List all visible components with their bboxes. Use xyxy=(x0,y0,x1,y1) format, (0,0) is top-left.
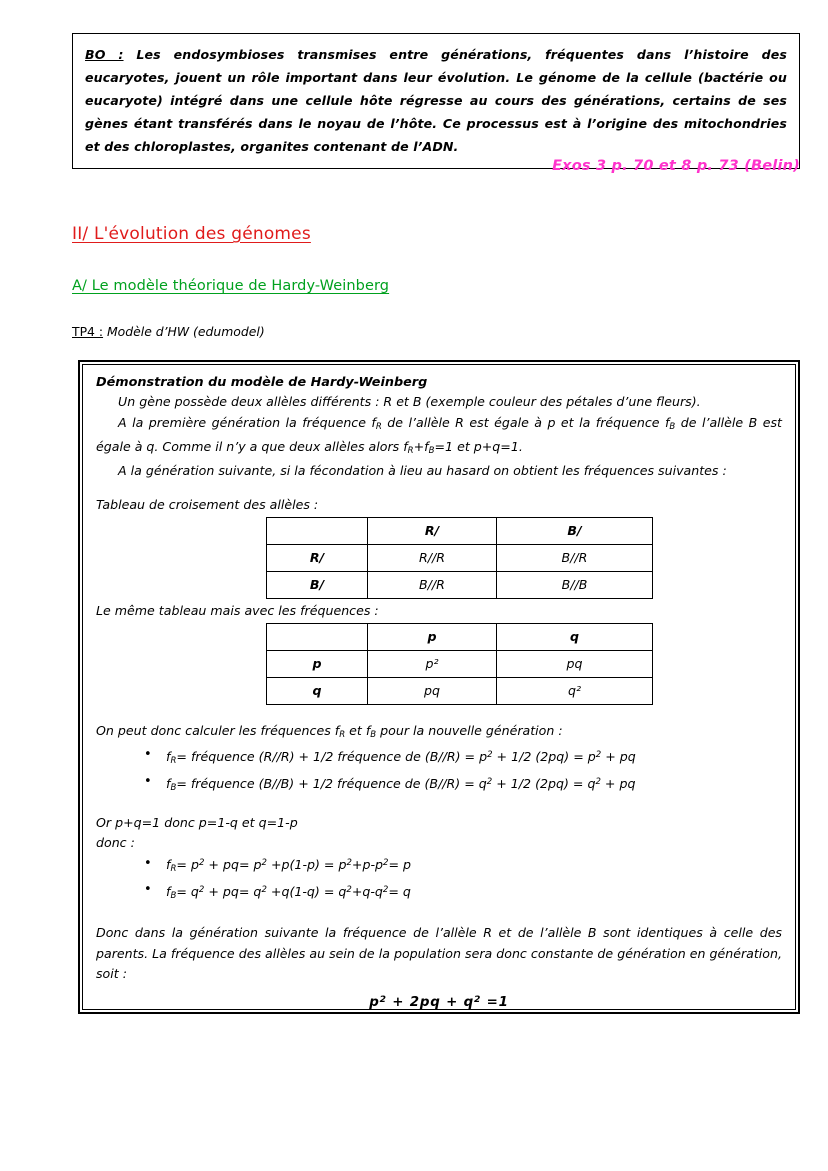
p2-subscript-r: R xyxy=(375,421,382,432)
p2-part-d: +f xyxy=(413,438,429,454)
table2-row-header-1: q xyxy=(267,677,368,704)
formula-superscript: 2 xyxy=(486,776,493,787)
exercises-note: Exos 3 p. 70 et 8 p. 73 (Belin) xyxy=(552,158,800,174)
table2-col-header-0: p xyxy=(368,623,497,650)
table2-col-header-1: q xyxy=(497,623,653,650)
p2-part-b: de l’allèle R est égale à p et la fréquence f xyxy=(381,414,670,430)
formula-superscript: 2 xyxy=(346,858,352,869)
table-row xyxy=(267,571,653,598)
tp-text: Modèle d’HW (edumodel) xyxy=(103,324,265,339)
or-line: Or p+q=1 donc p=1-q et q=1-p xyxy=(96,814,298,830)
donc-line: donc : xyxy=(96,835,135,851)
bullet-d0-text: $f_R= p^2 + pq= p^2 +p(1-p) = p^2+p-p^2= p$ xyxy=(166,857,412,875)
tp-reference xyxy=(72,324,265,339)
final-formula xyxy=(96,995,782,1010)
formula-end: =1 xyxy=(481,994,509,1010)
table2-corner-cell xyxy=(267,623,368,650)
freq-intro-sub-r: R xyxy=(339,729,346,740)
bo-label: BO : xyxy=(85,47,124,62)
freq-intro-b: et f xyxy=(345,722,371,738)
formula-superscript: 2 xyxy=(198,858,205,869)
formula-superscript: 2 xyxy=(382,885,389,896)
spacer-3 xyxy=(96,799,782,813)
table-row xyxy=(267,623,653,650)
formula-superscript: 2 xyxy=(383,858,389,869)
subsection-title: A/ Le modèle théorique de Hardy-Weinberg xyxy=(72,278,390,294)
p2-part-c: de l’allèle B est égale à q. Comme il n’y a que deux allèles alors f xyxy=(96,414,782,454)
table1-cell-0-1: B//R xyxy=(497,544,653,571)
table2-row-header-0: p xyxy=(267,650,368,677)
spacer-2 xyxy=(96,705,782,721)
p2-subscript-b2: B xyxy=(428,445,435,456)
formula-subscript: R xyxy=(170,755,177,766)
bo-body-text: Les endosymbioses transmises entre générations, fréquentes dans l’histoire des eucaryotes, jouent un rôle important dans leur évolution. Le génome de la cellule (bactérie ou eucaryote) intégré dans une cellule hôte régresse au cours des générations, certains de ses gènes étant transférés dans le noyau de l’hôte. Ce processus est à l’origine des mitochondries et des chloroplastes, organites contenant de l’ADN. xyxy=(85,47,787,154)
freq-intro-a: On peut donc calculer les fréquences f xyxy=(96,722,340,738)
tp-label: TP4 : xyxy=(72,324,104,339)
table1-col-header-0: R/ xyxy=(368,517,497,544)
spacer-4 xyxy=(96,907,782,923)
table-row xyxy=(267,544,653,571)
bullet-g1-text: $f_B=$ fréquence (B//B) + 1/2 fréquence de $(B//R) = q^2 + 1/2$ $(2pq) = q^2$ + pq xyxy=(166,775,636,793)
bo-callout-box xyxy=(72,33,800,169)
bullets-donc xyxy=(96,854,782,907)
p2-subscript-r2: R xyxy=(407,445,414,456)
formula-superscript: 2 xyxy=(261,858,267,869)
frequency-intro xyxy=(96,721,782,745)
conclusion-paragraph: Donc dans la génération suivante la fréquence de l’allèle R et de l’allèle B sont identiques à celle des parents. La fréquence des allèles au sein de la population sera donc constante de génération en génération, soit : xyxy=(96,925,782,981)
formula-superscript: 2 xyxy=(198,885,205,896)
p2-part-a: A la première génération la fréquence f xyxy=(118,414,376,430)
formula-subscript: R xyxy=(170,864,177,875)
spacer-1 xyxy=(96,482,782,495)
formula-superscript: 2 xyxy=(487,750,493,761)
formula-sup-2: 2 xyxy=(473,994,482,1005)
demonstration-box xyxy=(78,360,800,1014)
table1-row-header-1: B/ xyxy=(267,571,368,598)
demonstration-title: Démonstration du modèle de Hardy-Weinberg xyxy=(96,375,428,390)
formula-superscript: 2 xyxy=(261,885,267,896)
table2-cell-1-1: q² xyxy=(497,677,653,704)
table1-caption: Tableau de croisement des allèles : xyxy=(96,496,319,512)
list-item xyxy=(144,772,782,799)
demo-paragraph-2 xyxy=(96,413,782,462)
formula-sup-1: 2 xyxy=(379,994,387,1005)
p2-part-e: =1 et p+q=1. xyxy=(434,438,523,454)
formula-superscript: 2 xyxy=(346,885,352,896)
formula-superscript: 2 xyxy=(595,776,601,787)
formula-p: p xyxy=(369,994,380,1010)
freq-intro-c: pour la nouvelle génération : xyxy=(376,722,563,738)
table1-cell-1-1: B//B xyxy=(497,571,653,598)
demonstration-inner xyxy=(82,364,796,1010)
bullet-d1-text: $f_B= q^2 + pq= q^2 +q(1-q) = q^2+q-q^2= q$ xyxy=(166,884,411,901)
bullet-g0-text: $f_R=$ fréquence (R//R) + 1/2 fréquence de $(B//R) = p^2 + 1/2$ $(2pq) = p^2$ + pq xyxy=(166,748,636,766)
table2-cell-0-0: p² xyxy=(368,650,497,677)
list-item xyxy=(144,745,782,772)
freq-intro-sub-b: B xyxy=(370,729,377,740)
formula-superscript: 2 xyxy=(595,750,602,761)
list-item xyxy=(144,854,782,881)
table1-row-header-0: R/ xyxy=(267,544,368,571)
table1-corner-cell xyxy=(267,517,368,544)
table-frequences xyxy=(266,623,653,705)
formula-subscript: B xyxy=(170,782,177,793)
formula-subscript: B xyxy=(170,891,177,901)
demo-paragraph-1: Un gène possède deux allèles différents : R et B (exemple couleur des pétales d’une fleurs). xyxy=(118,394,701,409)
bo-paragraph xyxy=(85,43,787,158)
list-item xyxy=(144,880,782,907)
table2-cell-1-0: pq xyxy=(368,677,497,704)
table1-cell-0-0: R//R xyxy=(368,544,497,571)
table1-col-header-1: B/ xyxy=(497,517,653,544)
table2-cell-0-1: pq xyxy=(497,650,653,677)
table-alleles xyxy=(266,517,653,599)
table-row xyxy=(267,517,653,544)
table2-caption: Le même tableau mais avec les fréquences : xyxy=(96,602,379,618)
page-title: II/ L'évolution des génomes xyxy=(72,224,311,244)
table1-cell-1-0: B//R xyxy=(368,571,497,598)
demo-paragraph-3: A la génération suivante, si la fécondation à lieu au hasard on obtient les fréquences suivantes : xyxy=(118,463,727,479)
formula-mid: + 2pq + q xyxy=(386,994,474,1010)
table-row xyxy=(267,677,653,704)
p2-subscript-b: B xyxy=(669,421,676,432)
bullets-generation xyxy=(96,745,782,798)
table-row xyxy=(267,650,653,677)
